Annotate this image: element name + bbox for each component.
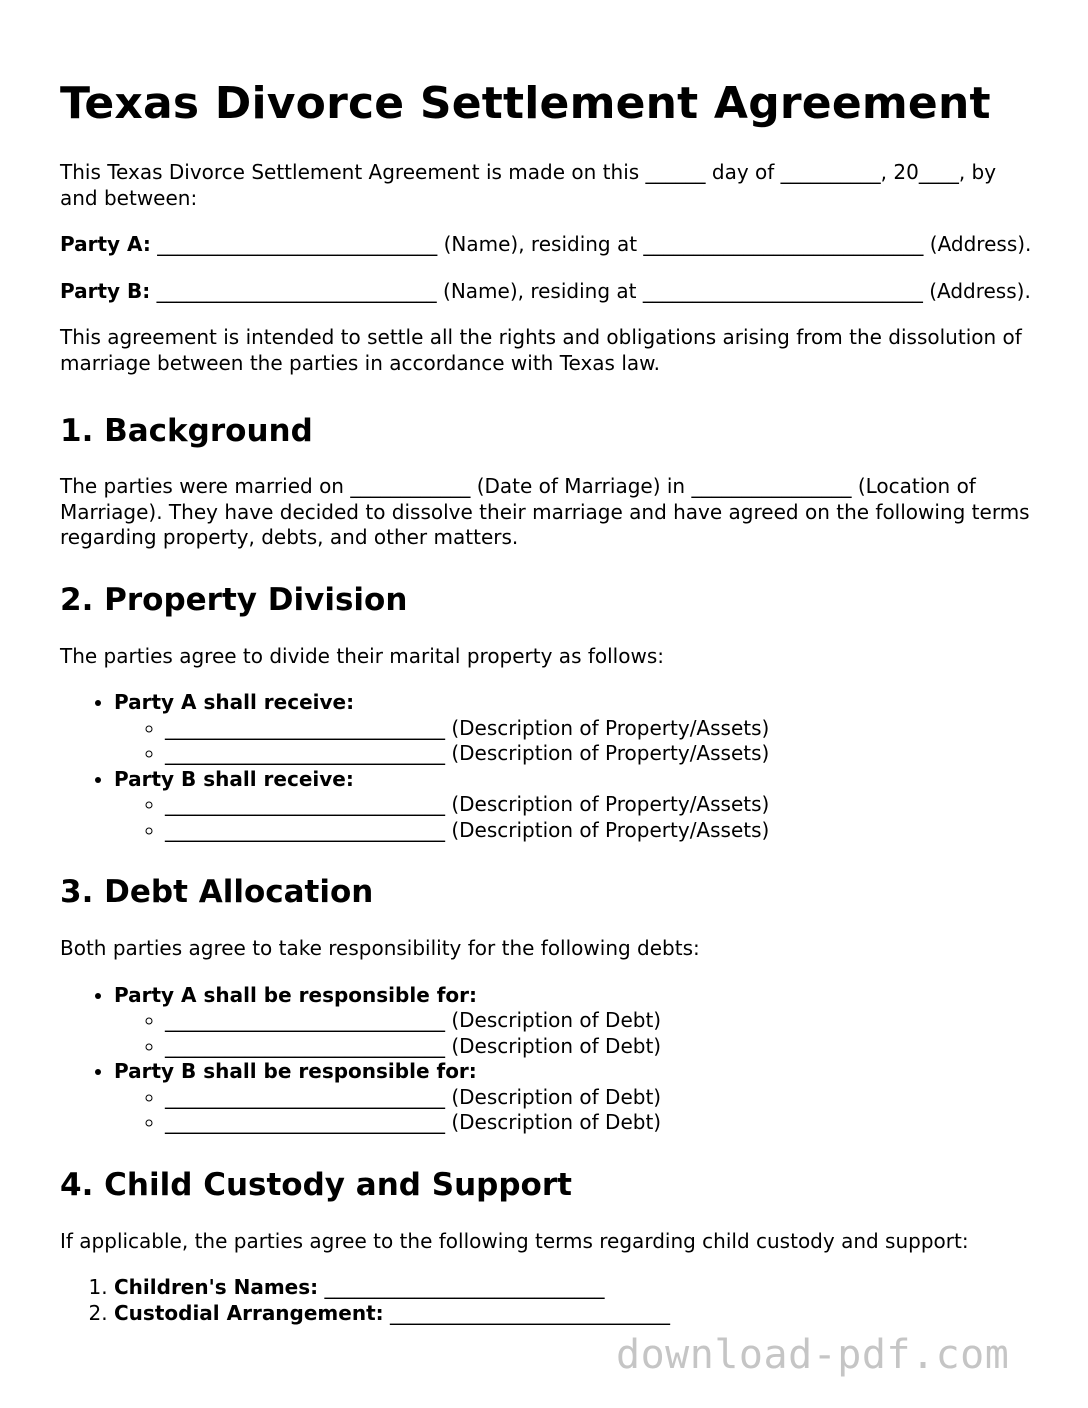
party-a-label: Party A: (60, 232, 151, 256)
debt-paragraph: Both parties agree to take responsibility for the following debts: (60, 936, 700, 960)
list-item: ◦ ____________________________ (Description of Debt) (165, 1110, 1040, 1136)
list-item (114, 1301, 1040, 1327)
property-sublist (114, 792, 1040, 843)
party-a-fields: ____________________________ (Name), residing at ____________________________ (Address). (150, 232, 1032, 256)
debt-sublist (114, 1008, 1040, 1059)
property-group-label: Party A shall receive: (114, 690, 355, 714)
party-a-line (60, 232, 1040, 258)
child-custody-paragraph: If applicable, the parties agree to the following terms regarding child custody and support: (60, 1228, 969, 1253)
property-list (60, 690, 1040, 843)
list-item: ◦ ____________________________ (Description of Debt) (165, 1085, 1040, 1111)
debt-list (60, 983, 1040, 1136)
list-item: ◦ ____________________________ (Description of Property/Assets) (165, 716, 1040, 742)
debt-sublist (114, 1085, 1040, 1136)
party-b-fields: ____________________________ (Name), residing at ____________________________ (Address). (150, 278, 1031, 303)
debt-group-label: Party A shall be responsible for: (114, 982, 478, 1007)
list-item (114, 690, 1040, 767)
list-item: ◦ ____________________________ (Description of Property/Assets) (165, 741, 1040, 767)
child-item-label: Children's Names: (114, 1275, 319, 1299)
child-item-blank: ____________________________ (318, 1275, 605, 1299)
list-item: ◦ ____________________________ (Description of Property/Assets) (165, 818, 1040, 844)
section-heading-property: 2. Property Division (60, 581, 408, 618)
section-heading-debt: 3. Debt Allocation (60, 874, 374, 910)
property-sublist (114, 716, 1040, 767)
child-item-label: Custodial Arrangement: (114, 1300, 384, 1325)
list-item: ◦ ____________________________ (Description of Debt) (165, 1008, 1040, 1034)
party-b-label: Party B: (60, 278, 151, 303)
property-group-label: Party B shall receive: (114, 766, 354, 791)
intro-paragraph: This Texas Divorce Settlement Agreement is made on this ______ day of __________, 20____, by and between: (60, 160, 997, 210)
child-item-blank: ____________________________ (383, 1300, 670, 1325)
list-item: ◦ ____________________________ (Description of Debt) (165, 1034, 1040, 1060)
document-title: Texas Divorce Settlement Agreement (60, 78, 991, 129)
document-page (60, 0, 1040, 1326)
watermark: download-pdf.com (616, 1332, 1010, 1378)
list-item (114, 1059, 1040, 1136)
purpose-paragraph: This agreement is intended to settle all the rights and obligations arising from the dissolution of marriage between the parties in accordance with Texas law. (60, 325, 1022, 375)
list-item (114, 1275, 1040, 1301)
section-heading-background: 1. Background (60, 413, 313, 449)
debt-group-label: Party B shall be responsible for: (114, 1059, 477, 1083)
child-custody-list (60, 1275, 1040, 1326)
list-item: ◦ ____________________________ (Description of Property/Assets) (165, 792, 1040, 818)
background-paragraph: The parties were married on ____________ (Date of Marriage) in ________________ (Location of Marriage). They have decided to dissolve their marriage and have agreed on the following terms regarding property, debts, and other matters. (60, 474, 1030, 549)
section-heading-child-custody: 4. Child Custody and Support (60, 1166, 572, 1203)
property-paragraph: The parties agree to divide their marital property as follows: (60, 643, 664, 668)
list-item (114, 983, 1040, 1060)
party-b-line (60, 279, 1040, 305)
list-item (114, 767, 1040, 844)
